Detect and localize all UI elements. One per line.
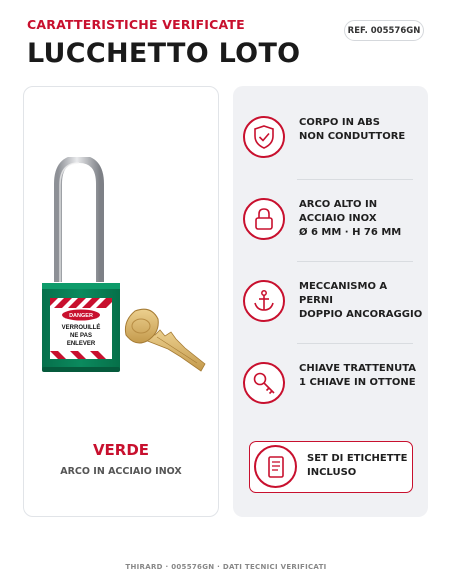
brass-key-image [125, 309, 205, 371]
feature-line: ARCO ALTO IN [299, 199, 378, 210]
product-color-subtitle: ARCO IN ACCIAIO INOX [60, 466, 182, 477]
tag-danger-label: DANGER [69, 313, 93, 319]
feature-mechanism [243, 280, 423, 330]
feature-key [243, 362, 423, 412]
divider [297, 179, 413, 180]
feature-line: INCLUSO [307, 467, 357, 478]
feature-line: Ø 6 MM · H 76 MM [299, 227, 402, 238]
key-icon [243, 362, 285, 404]
divider [297, 343, 413, 344]
document-icon [254, 445, 297, 488]
feature-line: ACCIAIO INOX [299, 213, 377, 224]
feature-line: DOPPIO ANCORAGGIO [299, 309, 423, 320]
feature-line: NON CONDUTTORE [299, 131, 406, 142]
feature-label-set-highlight [249, 441, 413, 493]
feature-line: CORPO IN ABS [299, 117, 380, 128]
page-title: LUCCHETTO LOTO [27, 38, 301, 69]
features-panel [233, 86, 428, 517]
feature-line: SET DI ETICHETTE [307, 453, 408, 464]
feature-line: MECCANISMO A PERNI [299, 281, 388, 306]
reference-badge: REF. 005576GN [344, 20, 424, 41]
tag-text-line-3: ENLEVER [66, 341, 96, 347]
feature-line: CHIAVE TRATTENUTA [299, 363, 417, 374]
shield-check-icon [243, 116, 285, 158]
padlock-product-image [37, 157, 212, 397]
product-card [23, 86, 219, 517]
anchor-icon [243, 280, 285, 322]
feature-abs-body [243, 116, 423, 166]
footer-credit: THIRARD · 005576GN · DATI TECNICI VERIFICATI [125, 563, 327, 571]
product-color-name: VERDE [92, 441, 150, 459]
feature-line: 1 CHIAVE IN OTTONE [299, 377, 416, 388]
section-eyebrow: CARATTERISTICHE VERIFICATE [27, 17, 245, 32]
feature-shackle [243, 198, 423, 248]
padlock-icon [243, 198, 285, 240]
tag-text-line-2: NE PAS [70, 333, 92, 339]
tag-text-line-1: VERROUILLÉ [61, 325, 101, 331]
divider [297, 261, 413, 262]
